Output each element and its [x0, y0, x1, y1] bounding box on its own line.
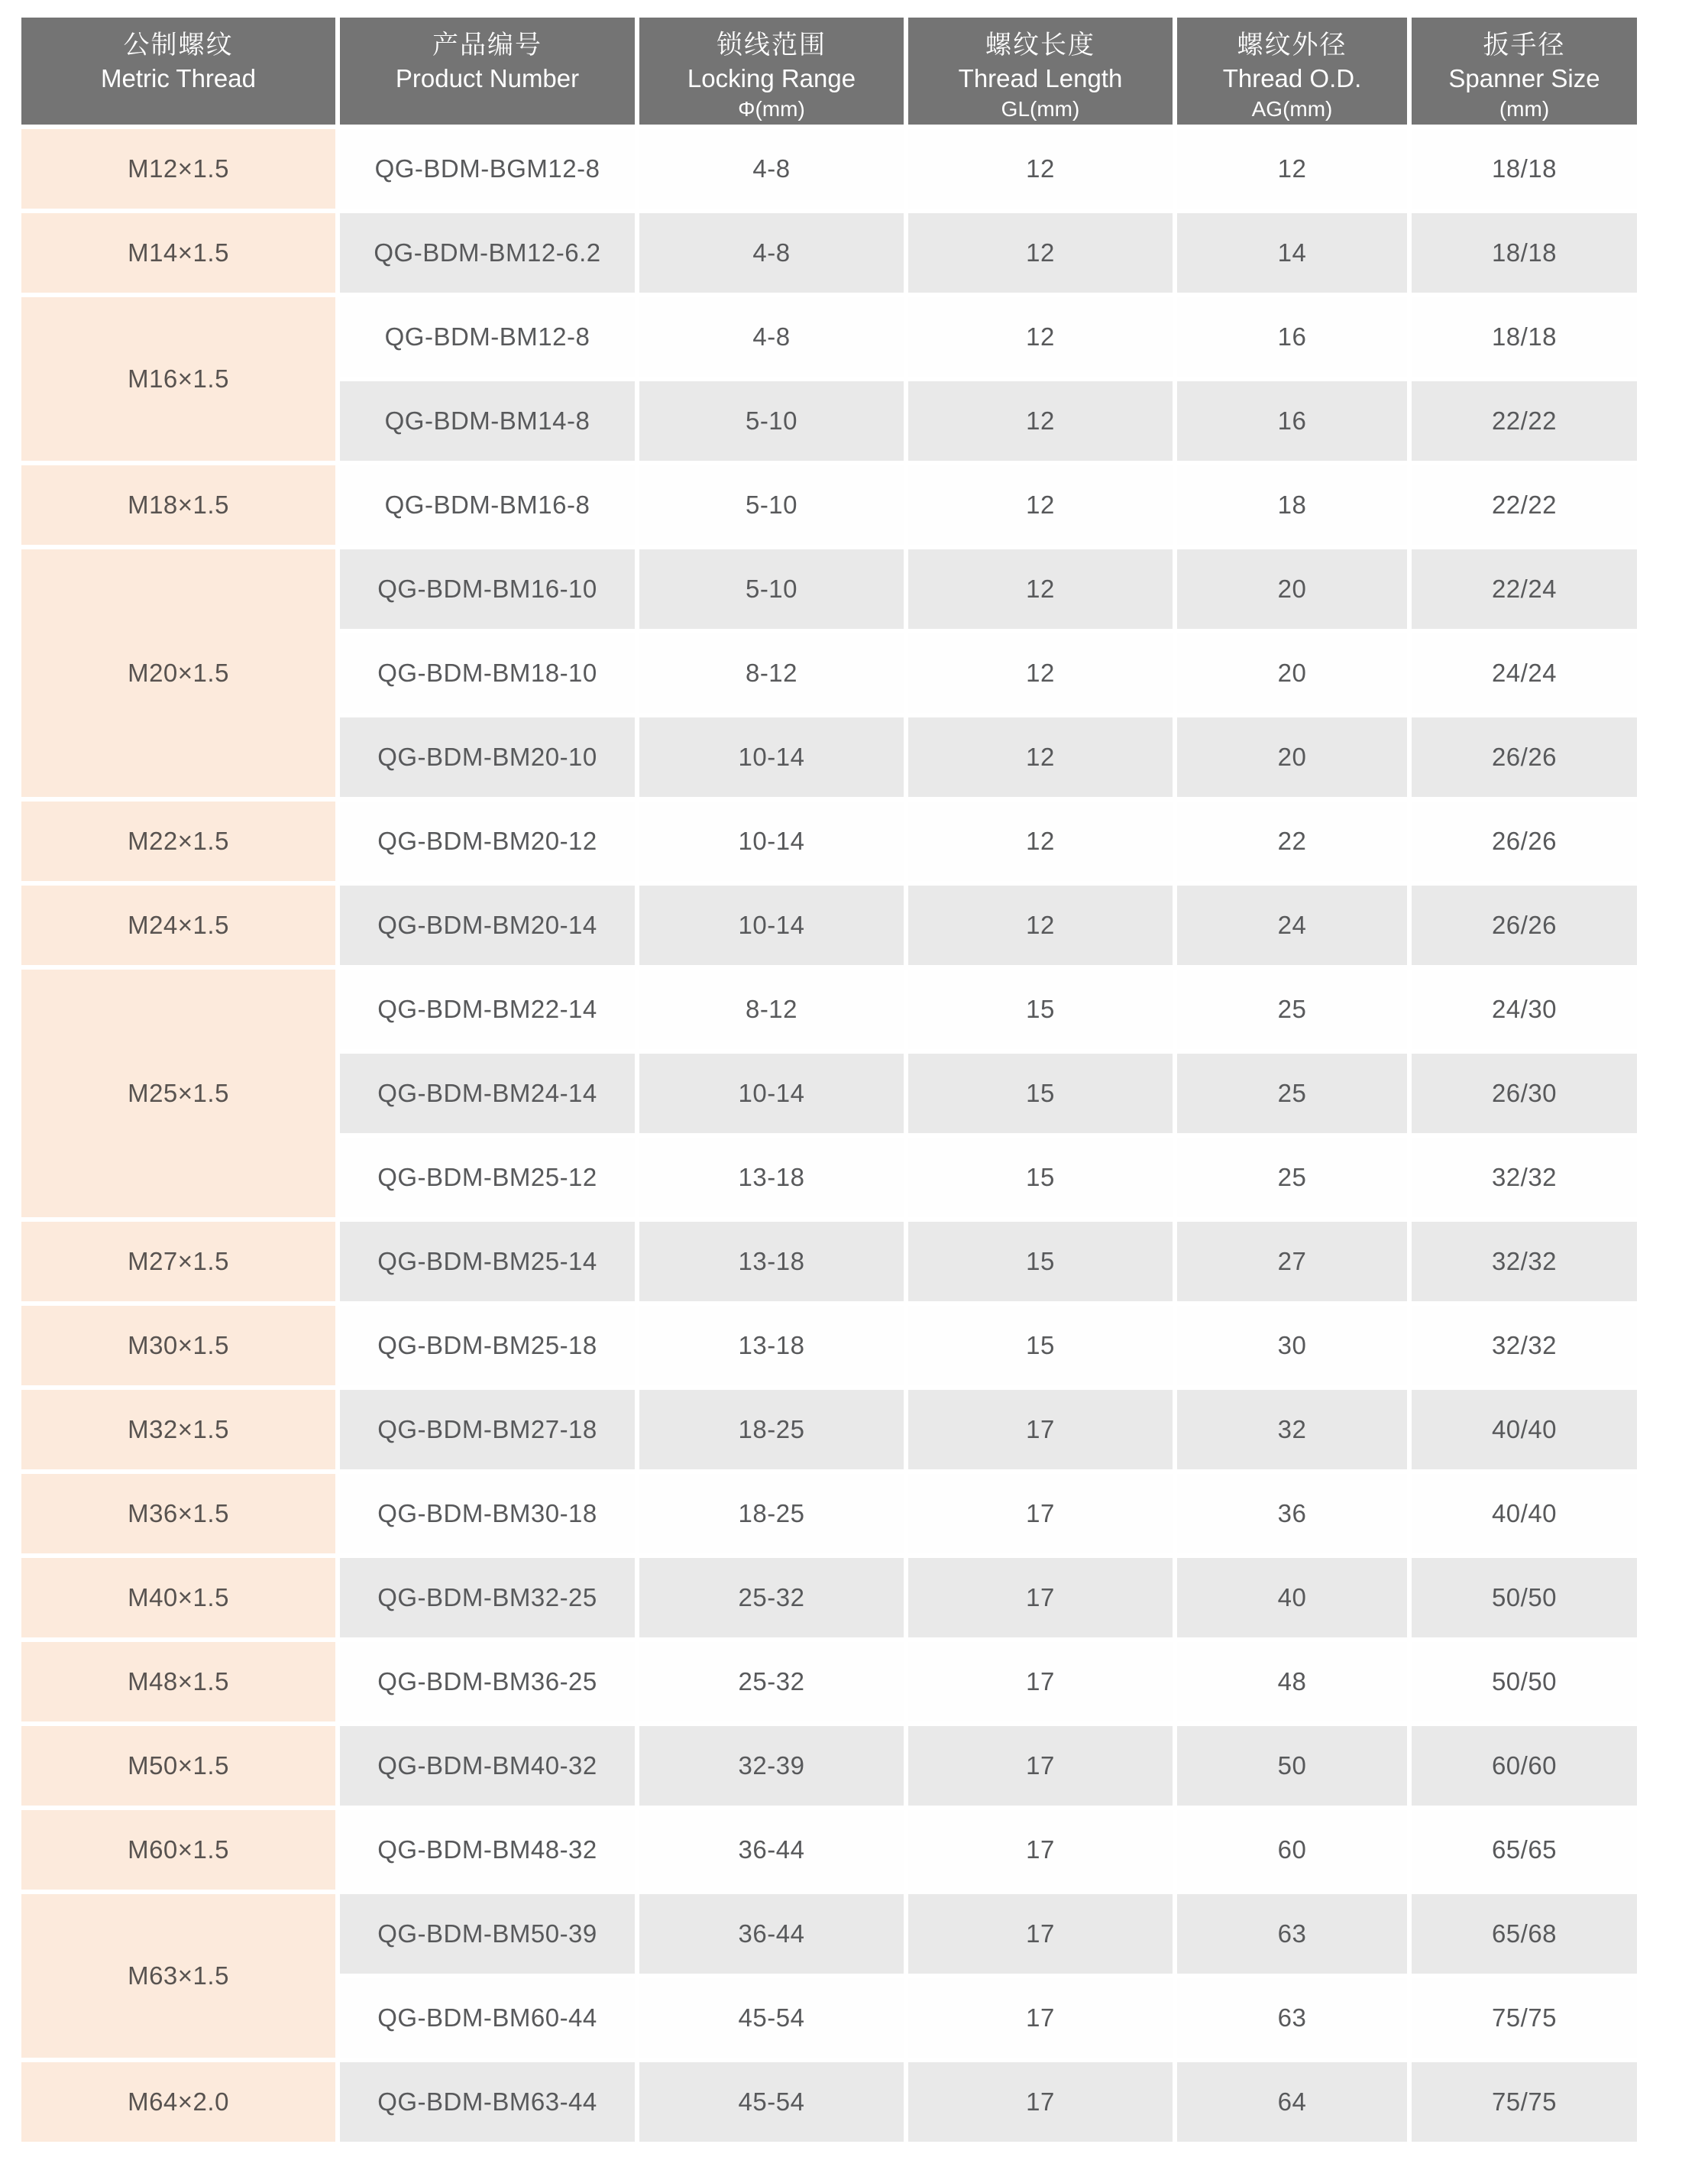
locking-range-cell: 4-8 — [639, 297, 904, 377]
product-number-cell: QG-BDM-BM40-32 — [340, 1726, 635, 1806]
thread-length-cell: 15 — [908, 970, 1173, 1049]
header-spanner-size-zh: 扳手径 — [1483, 31, 1566, 60]
product-number-cell: QG-BDM-BM60-44 — [340, 1978, 635, 2058]
spec-table-header — [21, 18, 1637, 125]
spanner-size-cell: 65/68 — [1412, 1894, 1637, 1974]
spanner-size-cell: 18/18 — [1412, 213, 1637, 293]
locking-range-cell: 45-54 — [639, 2062, 904, 2142]
metric-thread-cell: M50×1.5 — [21, 1726, 335, 1806]
thread-length-cell: 12 — [908, 465, 1173, 545]
spanner-size-cell: 50/50 — [1412, 1558, 1637, 1637]
table-row — [21, 970, 1637, 1049]
thread-length-cell: 17 — [908, 1726, 1173, 1806]
thread-length-cell: 17 — [908, 1474, 1173, 1553]
product-number-cell: QG-BDM-BM36-25 — [340, 1642, 635, 1721]
thread-length-cell: 12 — [908, 633, 1173, 713]
header-spanner-size-unit: (mm) — [1499, 97, 1550, 121]
thread-length-cell: 12 — [908, 717, 1173, 797]
header-locking-range — [639, 18, 904, 125]
spec-table-body — [21, 129, 1637, 2142]
spanner-size-cell: 60/60 — [1412, 1726, 1637, 1806]
spec-table — [17, 13, 1642, 2146]
locking-range-cell: 5-10 — [639, 549, 904, 629]
header-thread-od-unit: AG(mm) — [1251, 97, 1333, 121]
spanner-size-cell: 22/24 — [1412, 549, 1637, 629]
metric-thread-cell: M24×1.5 — [21, 886, 335, 965]
locking-range-cell: 10-14 — [639, 802, 904, 881]
spanner-size-cell: 22/22 — [1412, 381, 1637, 461]
header-product-number — [340, 18, 635, 125]
thread-length-cell: 12 — [908, 297, 1173, 377]
thread-od-cell: 16 — [1177, 297, 1407, 377]
table-row — [21, 1390, 1637, 1469]
product-number-cell: QG-BDM-BM25-18 — [340, 1306, 635, 1385]
table-row — [21, 1474, 1637, 1553]
locking-range-cell: 8-12 — [639, 633, 904, 713]
table-row — [21, 1222, 1637, 1301]
table-row — [21, 549, 1637, 629]
locking-range-cell: 25-32 — [639, 1558, 904, 1637]
table-row — [21, 213, 1637, 293]
thread-length-cell: 12 — [908, 213, 1173, 293]
thread-length-cell: 12 — [908, 381, 1173, 461]
spanner-size-cell: 32/32 — [1412, 1222, 1637, 1301]
thread-od-cell: 16 — [1177, 381, 1407, 461]
thread-length-cell: 12 — [908, 802, 1173, 881]
thread-od-cell: 27 — [1177, 1222, 1407, 1301]
thread-od-cell: 22 — [1177, 802, 1407, 881]
spanner-size-cell: 24/30 — [1412, 970, 1637, 1049]
spanner-size-cell: 26/26 — [1412, 717, 1637, 797]
thread-od-cell: 25 — [1177, 1054, 1407, 1133]
metric-thread-cell: M27×1.5 — [21, 1222, 335, 1301]
thread-od-cell: 18 — [1177, 465, 1407, 545]
product-number-cell: QG-BDM-BM14-8 — [340, 381, 635, 461]
spanner-size-cell: 32/32 — [1412, 1306, 1637, 1385]
locking-range-cell: 13-18 — [639, 1222, 904, 1301]
metric-thread-cell: M32×1.5 — [21, 1390, 335, 1469]
header-spanner-size-en: Spanner Size — [1448, 64, 1600, 92]
table-row — [21, 1558, 1637, 1637]
header-metric-thread — [21, 18, 335, 125]
header-locking-range-zh: 锁线范围 — [717, 31, 827, 60]
product-number-cell: QG-BDM-BM30-18 — [340, 1474, 635, 1553]
product-number-cell: QG-BDM-BM20-14 — [340, 886, 635, 965]
thread-length-cell: 17 — [908, 1810, 1173, 1890]
thread-od-cell: 64 — [1177, 2062, 1407, 2142]
thread-od-cell: 50 — [1177, 1726, 1407, 1806]
thread-od-cell: 24 — [1177, 886, 1407, 965]
thread-od-cell: 20 — [1177, 549, 1407, 629]
locking-range-cell: 5-10 — [639, 381, 904, 461]
metric-thread-cell: M25×1.5 — [21, 970, 335, 1217]
spanner-size-cell: 75/75 — [1412, 2062, 1637, 2142]
spanner-size-cell: 22/22 — [1412, 465, 1637, 545]
locking-range-cell: 10-14 — [639, 1054, 904, 1133]
product-number-cell: QG-BDM-BM18-10 — [340, 633, 635, 713]
product-number-cell: QG-BDM-BM25-12 — [340, 1138, 635, 1217]
locking-range-cell: 4-8 — [639, 129, 904, 209]
product-number-cell: QG-BDM-BGM12-8 — [340, 129, 635, 209]
header-thread-od-zh: 螺纹外径 — [1237, 31, 1347, 60]
spanner-size-cell: 26/30 — [1412, 1054, 1637, 1133]
header-spanner-size — [1412, 18, 1637, 125]
spanner-size-cell: 40/40 — [1412, 1474, 1637, 1553]
metric-thread-cell: M30×1.5 — [21, 1306, 335, 1385]
metric-thread-cell: M63×1.5 — [21, 1894, 335, 2058]
header-thread-length-en: Thread Length — [958, 64, 1123, 92]
product-number-cell: QG-BDM-BM16-10 — [340, 549, 635, 629]
product-number-cell: QG-BDM-BM50-39 — [340, 1894, 635, 1974]
locking-range-cell: 13-18 — [639, 1306, 904, 1385]
header-product-number-en: Product Number — [395, 64, 580, 92]
product-number-cell: QG-BDM-BM24-14 — [340, 1054, 635, 1133]
locking-range-cell: 4-8 — [639, 213, 904, 293]
table-row — [21, 1306, 1637, 1385]
thread-od-cell: 63 — [1177, 1894, 1407, 1974]
thread-od-cell: 14 — [1177, 213, 1407, 293]
table-row — [21, 2062, 1637, 2142]
thread-length-cell: 12 — [908, 886, 1173, 965]
thread-length-cell: 17 — [908, 1558, 1173, 1637]
table-row — [21, 129, 1637, 209]
spanner-size-cell: 65/65 — [1412, 1810, 1637, 1890]
spanner-size-cell: 26/26 — [1412, 802, 1637, 881]
thread-length-cell: 15 — [908, 1138, 1173, 1217]
locking-range-cell: 5-10 — [639, 465, 904, 545]
thread-od-cell: 32 — [1177, 1390, 1407, 1469]
spanner-size-cell: 18/18 — [1412, 297, 1637, 377]
locking-range-cell: 13-18 — [639, 1138, 904, 1217]
product-number-cell: QG-BDM-BM16-8 — [340, 465, 635, 545]
table-row — [21, 1726, 1637, 1806]
locking-range-cell: 18-25 — [639, 1474, 904, 1553]
thread-od-cell: 48 — [1177, 1642, 1407, 1721]
thread-od-cell: 63 — [1177, 1978, 1407, 2058]
product-number-cell: QG-BDM-BM27-18 — [340, 1390, 635, 1469]
spanner-size-cell: 75/75 — [1412, 1978, 1637, 2058]
header-thread-length-zh: 螺纹长度 — [985, 31, 1095, 60]
thread-od-cell: 20 — [1177, 717, 1407, 797]
locking-range-cell: 10-14 — [639, 717, 904, 797]
metric-thread-cell: M16×1.5 — [21, 297, 335, 461]
thread-od-cell: 40 — [1177, 1558, 1407, 1637]
metric-thread-cell: M20×1.5 — [21, 549, 335, 797]
spanner-size-cell: 32/32 — [1412, 1138, 1637, 1217]
thread-length-cell: 15 — [908, 1222, 1173, 1301]
spanner-size-cell: 40/40 — [1412, 1390, 1637, 1469]
thread-od-cell: 30 — [1177, 1306, 1407, 1385]
thread-length-cell: 15 — [908, 1054, 1173, 1133]
spanner-size-cell: 50/50 — [1412, 1642, 1637, 1721]
product-number-cell: QG-BDM-BM25-14 — [340, 1222, 635, 1301]
thread-od-cell: 60 — [1177, 1810, 1407, 1890]
thread-length-cell: 17 — [908, 2062, 1173, 2142]
product-number-cell: QG-BDM-BM20-10 — [340, 717, 635, 797]
thread-length-cell: 17 — [908, 1894, 1173, 1974]
header-thread-length-unit: GL(mm) — [1001, 97, 1080, 121]
locking-range-cell: 45-54 — [639, 1978, 904, 2058]
spanner-size-cell: 24/24 — [1412, 633, 1637, 713]
thread-od-cell: 25 — [1177, 1138, 1407, 1217]
metric-thread-cell: M14×1.5 — [21, 213, 335, 293]
product-number-cell: QG-BDM-BM63-44 — [340, 2062, 635, 2142]
metric-thread-cell: M64×2.0 — [21, 2062, 335, 2142]
thread-length-cell: 12 — [908, 129, 1173, 209]
metric-thread-cell: M18×1.5 — [21, 465, 335, 545]
header-thread-length — [908, 18, 1173, 125]
table-row — [21, 1642, 1637, 1721]
metric-thread-cell: M36×1.5 — [21, 1474, 335, 1553]
metric-thread-cell: M40×1.5 — [21, 1558, 335, 1637]
product-number-cell: QG-BDM-BM12-8 — [340, 297, 635, 377]
locking-range-cell: 8-12 — [639, 970, 904, 1049]
thread-length-cell: 17 — [908, 1390, 1173, 1469]
locking-range-cell: 18-25 — [639, 1390, 904, 1469]
header-thread-od — [1177, 18, 1407, 125]
metric-thread-cell: M22×1.5 — [21, 802, 335, 881]
locking-range-cell: 32-39 — [639, 1726, 904, 1806]
thread-length-cell: 17 — [908, 1978, 1173, 2058]
product-number-cell: QG-BDM-BM22-14 — [340, 970, 635, 1049]
table-row — [21, 1894, 1637, 1974]
table-row — [21, 465, 1637, 545]
product-number-cell: QG-BDM-BM12-6.2 — [340, 213, 635, 293]
thread-length-cell: 15 — [908, 1306, 1173, 1385]
metric-thread-cell: M60×1.5 — [21, 1810, 335, 1890]
header-metric-thread-en: Metric Thread — [101, 64, 256, 92]
table-row — [21, 802, 1637, 881]
thread-od-cell: 20 — [1177, 633, 1407, 713]
table-row — [21, 297, 1637, 377]
locking-range-cell: 36-44 — [639, 1810, 904, 1890]
header-locking-range-unit: Φ(mm) — [738, 97, 805, 121]
product-number-cell: QG-BDM-BM48-32 — [340, 1810, 635, 1890]
header-locking-range-en: Locking Range — [687, 64, 856, 92]
thread-od-cell: 12 — [1177, 129, 1407, 209]
thread-length-cell: 17 — [908, 1642, 1173, 1721]
thread-length-cell: 12 — [908, 549, 1173, 629]
table-row — [21, 1810, 1637, 1890]
header-row — [21, 18, 1637, 125]
thread-od-cell: 36 — [1177, 1474, 1407, 1553]
product-number-cell: QG-BDM-BM20-12 — [340, 802, 635, 881]
spanner-size-cell: 26/26 — [1412, 886, 1637, 965]
locking-range-cell: 10-14 — [639, 886, 904, 965]
metric-thread-cell: M12×1.5 — [21, 129, 335, 209]
thread-od-cell: 25 — [1177, 970, 1407, 1049]
locking-range-cell: 25-32 — [639, 1642, 904, 1721]
spanner-size-cell: 18/18 — [1412, 129, 1637, 209]
table-row — [21, 886, 1637, 965]
header-metric-thread-zh: 公制螺纹 — [123, 31, 234, 60]
product-number-cell: QG-BDM-BM32-25 — [340, 1558, 635, 1637]
header-thread-od-en: Thread O.D. — [1222, 64, 1362, 92]
header-product-number-zh: 产品编号 — [432, 31, 542, 60]
metric-thread-cell: M48×1.5 — [21, 1642, 335, 1721]
locking-range-cell: 36-44 — [639, 1894, 904, 1974]
